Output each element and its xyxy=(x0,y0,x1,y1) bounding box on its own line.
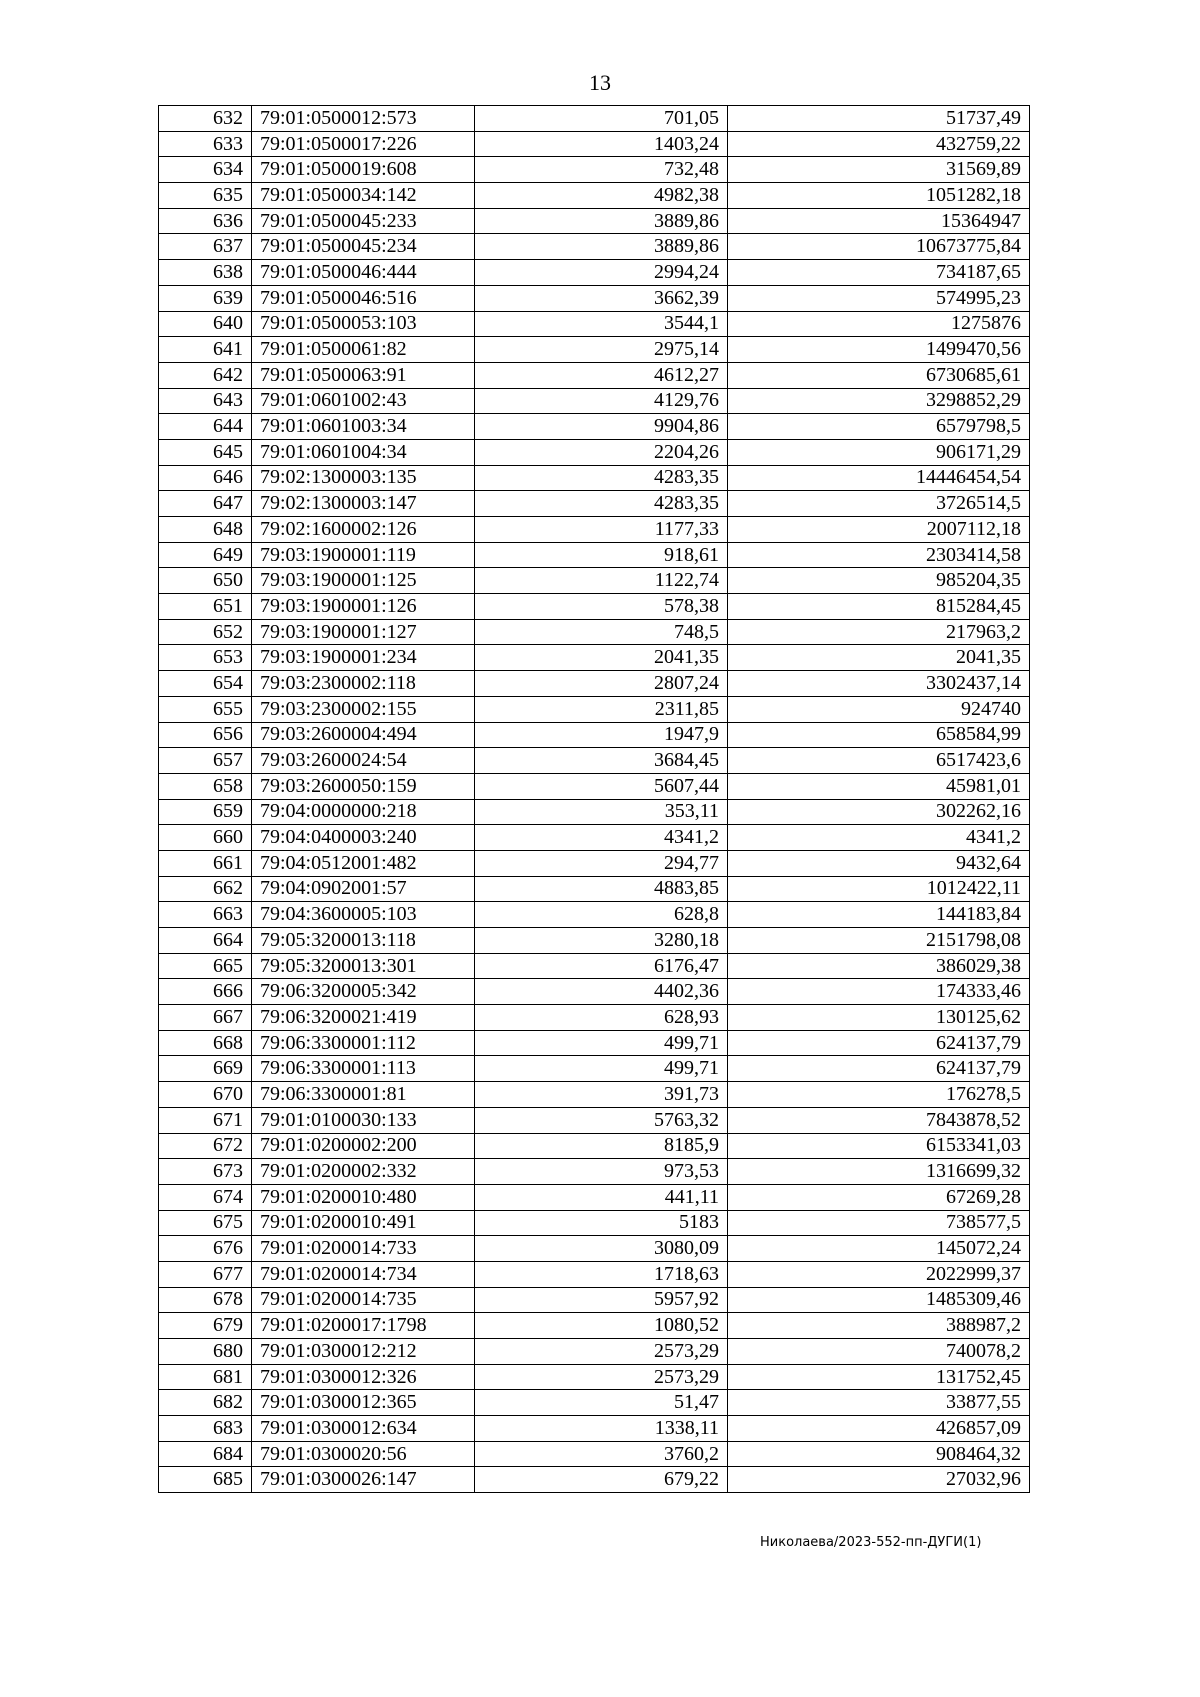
value-cell: 432759,22 xyxy=(728,131,1030,157)
row-number-cell: 656 xyxy=(159,722,252,748)
table-row xyxy=(159,1159,1030,1185)
cadastral-number-cell: 79:03:1900001:127 xyxy=(252,619,475,645)
row-number-cell: 637 xyxy=(159,234,252,260)
row-number-cell: 666 xyxy=(159,979,252,1005)
page-number: 13 xyxy=(589,70,611,95)
cadastral-number-cell: 79:04:0000000:218 xyxy=(252,799,475,825)
cadastral-number-cell: 79:03:2300002:155 xyxy=(252,696,475,722)
value-cell: 3726514,5 xyxy=(728,491,1030,517)
cadastral-number-cell: 79:01:0601003:34 xyxy=(252,414,475,440)
value-cell: 388987,2 xyxy=(728,1313,1030,1339)
area-cell: 9904,86 xyxy=(475,414,728,440)
value-cell: 10673775,84 xyxy=(728,234,1030,260)
row-number-cell: 665 xyxy=(159,953,252,979)
table-row xyxy=(159,953,1030,979)
row-number-cell: 685 xyxy=(159,1467,252,1493)
area-cell: 732,48 xyxy=(475,157,728,183)
value-cell: 1275876 xyxy=(728,311,1030,337)
table-row xyxy=(159,1107,1030,1133)
area-cell: 2573,29 xyxy=(475,1364,728,1390)
table-row xyxy=(159,1364,1030,1390)
table-row xyxy=(159,183,1030,209)
row-number-cell: 671 xyxy=(159,1107,252,1133)
area-cell: 499,71 xyxy=(475,1030,728,1056)
row-number-cell: 648 xyxy=(159,517,252,543)
value-cell: 2007112,18 xyxy=(728,517,1030,543)
cadastral-number-cell: 79:01:0200017:1798 xyxy=(252,1313,475,1339)
table-row xyxy=(159,260,1030,286)
table-row xyxy=(159,1416,1030,1442)
area-cell: 391,73 xyxy=(475,1082,728,1108)
row-number-cell: 683 xyxy=(159,1416,252,1442)
cadastral-number-cell: 79:04:0902001:57 xyxy=(252,876,475,902)
row-number-cell: 644 xyxy=(159,414,252,440)
row-number-cell: 643 xyxy=(159,388,252,414)
table-row xyxy=(159,825,1030,851)
cadastral-number-cell: 79:02:1300003:135 xyxy=(252,465,475,491)
cadastral-number-cell: 79:03:2600050:159 xyxy=(252,773,475,799)
row-number-cell: 669 xyxy=(159,1056,252,1082)
row-number-cell: 647 xyxy=(159,491,252,517)
value-cell: 386029,38 xyxy=(728,953,1030,979)
cadastral-number-cell: 79:01:0300020:56 xyxy=(252,1441,475,1467)
table-row xyxy=(159,542,1030,568)
table-row xyxy=(159,465,1030,491)
value-cell: 4341,2 xyxy=(728,825,1030,851)
table-row xyxy=(159,1210,1030,1236)
cadastral-number-cell: 79:01:0500045:234 xyxy=(252,234,475,260)
value-cell: 217963,2 xyxy=(728,619,1030,645)
cadastral-number-cell: 79:01:0300026:147 xyxy=(252,1467,475,1493)
area-cell: 4612,27 xyxy=(475,362,728,388)
area-cell: 4283,35 xyxy=(475,465,728,491)
cadastral-number-cell: 79:03:2300002:118 xyxy=(252,671,475,697)
value-cell: 131752,45 xyxy=(728,1364,1030,1390)
value-cell: 176278,5 xyxy=(728,1082,1030,1108)
value-cell: 145072,24 xyxy=(728,1236,1030,1262)
value-cell: 6153341,03 xyxy=(728,1133,1030,1159)
area-cell: 5183 xyxy=(475,1210,728,1236)
row-number-cell: 674 xyxy=(159,1184,252,1210)
value-cell: 574995,23 xyxy=(728,285,1030,311)
cadastral-number-cell: 79:01:0300012:212 xyxy=(252,1339,475,1365)
area-cell: 918,61 xyxy=(475,542,728,568)
table-row xyxy=(159,1184,1030,1210)
cadastral-number-cell: 79:04:0400003:240 xyxy=(252,825,475,851)
value-cell: 6730685,61 xyxy=(728,362,1030,388)
value-cell: 174333,46 xyxy=(728,979,1030,1005)
area-cell: 6176,47 xyxy=(475,953,728,979)
value-cell: 3302437,14 xyxy=(728,671,1030,697)
table-row xyxy=(159,1441,1030,1467)
table-row xyxy=(159,876,1030,902)
area-cell: 5957,92 xyxy=(475,1287,728,1313)
value-cell: 31569,89 xyxy=(728,157,1030,183)
cadastral-number-cell: 79:01:0200010:480 xyxy=(252,1184,475,1210)
value-cell: 33877,55 xyxy=(728,1390,1030,1416)
value-cell: 7843878,52 xyxy=(728,1107,1030,1133)
table-row xyxy=(159,748,1030,774)
cadastral-number-cell: 79:01:0200002:200 xyxy=(252,1133,475,1159)
area-cell: 4982,38 xyxy=(475,183,728,209)
cadastral-number-cell: 79:01:0500017:226 xyxy=(252,131,475,157)
table-row xyxy=(159,491,1030,517)
row-number-cell: 638 xyxy=(159,260,252,286)
area-cell: 5607,44 xyxy=(475,773,728,799)
row-number-cell: 684 xyxy=(159,1441,252,1467)
cadastral-number-cell: 79:01:0300012:634 xyxy=(252,1416,475,1442)
area-cell: 2041,35 xyxy=(475,645,728,671)
row-number-cell: 679 xyxy=(159,1313,252,1339)
area-cell: 1177,33 xyxy=(475,517,728,543)
row-number-cell: 663 xyxy=(159,902,252,928)
row-number-cell: 655 xyxy=(159,696,252,722)
row-number-cell: 661 xyxy=(159,850,252,876)
cadastral-number-cell: 79:04:3600005:103 xyxy=(252,902,475,928)
cadastral-number-cell: 79:01:0200010:491 xyxy=(252,1210,475,1236)
area-cell: 4341,2 xyxy=(475,825,728,851)
area-cell: 2994,24 xyxy=(475,260,728,286)
row-number-cell: 632 xyxy=(159,106,252,132)
table-row xyxy=(159,902,1030,928)
value-cell: 302262,16 xyxy=(728,799,1030,825)
row-number-cell: 659 xyxy=(159,799,252,825)
area-cell: 2573,29 xyxy=(475,1339,728,1365)
table-row xyxy=(159,106,1030,132)
value-cell: 15364947 xyxy=(728,208,1030,234)
cadastral-number-cell: 79:06:3200021:419 xyxy=(252,1005,475,1031)
row-number-cell: 641 xyxy=(159,337,252,363)
cadastral-number-cell: 79:01:0500046:444 xyxy=(252,260,475,286)
table-row xyxy=(159,928,1030,954)
row-number-cell: 677 xyxy=(159,1261,252,1287)
area-cell: 4283,35 xyxy=(475,491,728,517)
value-cell: 740078,2 xyxy=(728,1339,1030,1365)
area-cell: 1718,63 xyxy=(475,1261,728,1287)
area-cell: 1403,24 xyxy=(475,131,728,157)
row-number-cell: 673 xyxy=(159,1159,252,1185)
area-cell: 1947,9 xyxy=(475,722,728,748)
cadastral-number-cell: 79:05:3200013:301 xyxy=(252,953,475,979)
row-number-cell: 667 xyxy=(159,1005,252,1031)
area-cell: 4402,36 xyxy=(475,979,728,1005)
area-cell: 2807,24 xyxy=(475,671,728,697)
cadastral-number-cell: 79:01:0500012:573 xyxy=(252,106,475,132)
row-number-cell: 682 xyxy=(159,1390,252,1416)
area-cell: 3889,86 xyxy=(475,234,728,260)
cadastral-number-cell: 79:03:1900001:119 xyxy=(252,542,475,568)
area-cell: 2311,85 xyxy=(475,696,728,722)
row-number-cell: 639 xyxy=(159,285,252,311)
row-number-cell: 678 xyxy=(159,1287,252,1313)
value-cell: 67269,28 xyxy=(728,1184,1030,1210)
area-cell: 1338,11 xyxy=(475,1416,728,1442)
row-number-cell: 660 xyxy=(159,825,252,851)
area-cell: 353,11 xyxy=(475,799,728,825)
area-cell: 2975,14 xyxy=(475,337,728,363)
table-row xyxy=(159,439,1030,465)
row-number-cell: 646 xyxy=(159,465,252,491)
cadastral-number-cell: 79:01:0200014:735 xyxy=(252,1287,475,1313)
cadastral-number-cell: 79:06:3300001:112 xyxy=(252,1030,475,1056)
row-number-cell: 675 xyxy=(159,1210,252,1236)
row-number-cell: 633 xyxy=(159,131,252,157)
table-row xyxy=(159,234,1030,260)
value-cell: 130125,62 xyxy=(728,1005,1030,1031)
area-cell: 8185,9 xyxy=(475,1133,728,1159)
value-cell: 426857,09 xyxy=(728,1416,1030,1442)
value-cell: 985204,35 xyxy=(728,568,1030,594)
area-cell: 2204,26 xyxy=(475,439,728,465)
table-row xyxy=(159,1133,1030,1159)
table-row xyxy=(159,1339,1030,1365)
area-cell: 3760,2 xyxy=(475,1441,728,1467)
area-cell: 4883,85 xyxy=(475,876,728,902)
value-cell: 14446454,54 xyxy=(728,465,1030,491)
row-number-cell: 652 xyxy=(159,619,252,645)
row-number-cell: 650 xyxy=(159,568,252,594)
value-cell: 2303414,58 xyxy=(728,542,1030,568)
row-number-cell: 634 xyxy=(159,157,252,183)
cadastral-number-cell: 79:01:0200014:733 xyxy=(252,1236,475,1262)
cadastral-number-cell: 79:05:3200013:118 xyxy=(252,928,475,954)
area-cell: 5763,32 xyxy=(475,1107,728,1133)
row-number-cell: 657 xyxy=(159,748,252,774)
table-row xyxy=(159,568,1030,594)
table-row xyxy=(159,1236,1030,1262)
table-row xyxy=(159,285,1030,311)
row-number-cell: 681 xyxy=(159,1364,252,1390)
table-row xyxy=(159,696,1030,722)
value-cell: 1485309,46 xyxy=(728,1287,1030,1313)
row-number-cell: 642 xyxy=(159,362,252,388)
table-row xyxy=(159,131,1030,157)
value-cell: 738577,5 xyxy=(728,1210,1030,1236)
table-row xyxy=(159,722,1030,748)
area-cell: 3662,39 xyxy=(475,285,728,311)
area-cell: 679,22 xyxy=(475,1467,728,1493)
value-cell: 906171,29 xyxy=(728,439,1030,465)
value-cell: 51737,49 xyxy=(728,106,1030,132)
value-cell: 624137,79 xyxy=(728,1056,1030,1082)
cadastral-number-cell: 79:06:3300001:113 xyxy=(252,1056,475,1082)
cadastral-number-cell: 79:01:0500045:233 xyxy=(252,208,475,234)
cadastral-number-cell: 79:03:1900001:234 xyxy=(252,645,475,671)
value-cell: 1051282,18 xyxy=(728,183,1030,209)
area-cell: 628,93 xyxy=(475,1005,728,1031)
table-row xyxy=(159,799,1030,825)
table-row xyxy=(159,517,1030,543)
cadastral-number-cell: 79:01:0601002:43 xyxy=(252,388,475,414)
table-row xyxy=(159,362,1030,388)
cadastral-number-cell: 79:01:0500019:608 xyxy=(252,157,475,183)
value-cell: 45981,01 xyxy=(728,773,1030,799)
table-row xyxy=(159,671,1030,697)
value-cell: 2041,35 xyxy=(728,645,1030,671)
row-number-cell: 636 xyxy=(159,208,252,234)
cadastral-number-cell: 79:03:1900001:126 xyxy=(252,594,475,620)
value-cell: 6517423,6 xyxy=(728,748,1030,774)
value-cell: 734187,65 xyxy=(728,260,1030,286)
cadastral-number-cell: 79:01:0100030:133 xyxy=(252,1107,475,1133)
cadastral-number-cell: 79:01:0500034:142 xyxy=(252,183,475,209)
area-cell: 3889,86 xyxy=(475,208,728,234)
registry-table-body xyxy=(159,106,1030,1493)
table-row xyxy=(159,208,1030,234)
area-cell: 441,11 xyxy=(475,1184,728,1210)
document-reference: Николаева/2023-552-пп-ДУГИ(1) xyxy=(760,1535,982,1550)
cadastral-number-cell: 79:01:0300012:365 xyxy=(252,1390,475,1416)
cadastral-number-cell: 79:01:0500061:82 xyxy=(252,337,475,363)
row-number-cell: 649 xyxy=(159,542,252,568)
table-row xyxy=(159,1261,1030,1287)
row-number-cell: 676 xyxy=(159,1236,252,1262)
cadastral-number-cell: 79:03:2600024:54 xyxy=(252,748,475,774)
value-cell: 624137,79 xyxy=(728,1030,1030,1056)
cadastral-number-cell: 79:01:0601004:34 xyxy=(252,439,475,465)
table-row xyxy=(159,850,1030,876)
table-row xyxy=(159,1030,1030,1056)
value-cell: 815284,45 xyxy=(728,594,1030,620)
table-row xyxy=(159,1082,1030,1108)
table-row xyxy=(159,1390,1030,1416)
area-cell: 3684,45 xyxy=(475,748,728,774)
area-cell: 701,05 xyxy=(475,106,728,132)
value-cell: 658584,99 xyxy=(728,722,1030,748)
table-row xyxy=(159,979,1030,1005)
cadastral-number-cell: 79:03:1900001:125 xyxy=(252,568,475,594)
row-number-cell: 668 xyxy=(159,1030,252,1056)
table-row xyxy=(159,773,1030,799)
area-cell: 748,5 xyxy=(475,619,728,645)
table-row xyxy=(159,311,1030,337)
value-cell: 6579798,5 xyxy=(728,414,1030,440)
cadastral-number-cell: 79:01:0500063:91 xyxy=(252,362,475,388)
cadastral-number-cell: 79:02:1600002:126 xyxy=(252,517,475,543)
area-cell: 3280,18 xyxy=(475,928,728,954)
value-cell: 1499470,56 xyxy=(728,337,1030,363)
value-cell: 1316699,32 xyxy=(728,1159,1030,1185)
value-cell: 2151798,08 xyxy=(728,928,1030,954)
area-cell: 51,47 xyxy=(475,1390,728,1416)
table-row xyxy=(159,619,1030,645)
row-number-cell: 640 xyxy=(159,311,252,337)
area-cell: 294,77 xyxy=(475,850,728,876)
row-number-cell: 658 xyxy=(159,773,252,799)
cadastral-number-cell: 79:06:3300001:81 xyxy=(252,1082,475,1108)
area-cell: 578,38 xyxy=(475,594,728,620)
table-row xyxy=(159,1287,1030,1313)
table-row xyxy=(159,337,1030,363)
row-number-cell: 670 xyxy=(159,1082,252,1108)
row-number-cell: 651 xyxy=(159,594,252,620)
area-cell: 4129,76 xyxy=(475,388,728,414)
cadastral-number-cell: 79:01:0200002:332 xyxy=(252,1159,475,1185)
table-row xyxy=(159,645,1030,671)
cadastral-number-cell: 79:01:0200014:734 xyxy=(252,1261,475,1287)
value-cell: 924740 xyxy=(728,696,1030,722)
cadastral-number-cell: 79:01:0500053:103 xyxy=(252,311,475,337)
cadastral-number-cell: 79:01:0300012:326 xyxy=(252,1364,475,1390)
table-row xyxy=(159,388,1030,414)
row-number-cell: 645 xyxy=(159,439,252,465)
value-cell: 3298852,29 xyxy=(728,388,1030,414)
row-number-cell: 664 xyxy=(159,928,252,954)
table-row xyxy=(159,157,1030,183)
table-row xyxy=(159,1313,1030,1339)
table-row xyxy=(159,414,1030,440)
value-cell: 1012422,11 xyxy=(728,876,1030,902)
row-number-cell: 680 xyxy=(159,1339,252,1365)
area-cell: 973,53 xyxy=(475,1159,728,1185)
registry-table xyxy=(158,105,1030,1493)
table-row xyxy=(159,594,1030,620)
table-row xyxy=(159,1005,1030,1031)
cadastral-number-cell: 79:02:1300003:147 xyxy=(252,491,475,517)
row-number-cell: 662 xyxy=(159,876,252,902)
cadastral-number-cell: 79:06:3200005:342 xyxy=(252,979,475,1005)
value-cell: 2022999,37 xyxy=(728,1261,1030,1287)
value-cell: 27032,96 xyxy=(728,1467,1030,1493)
row-number-cell: 672 xyxy=(159,1133,252,1159)
area-cell: 1080,52 xyxy=(475,1313,728,1339)
row-number-cell: 653 xyxy=(159,645,252,671)
area-cell: 1122,74 xyxy=(475,568,728,594)
cadastral-number-cell: 79:01:0500046:516 xyxy=(252,285,475,311)
cadastral-number-cell: 79:03:2600004:494 xyxy=(252,722,475,748)
value-cell: 144183,84 xyxy=(728,902,1030,928)
area-cell: 499,71 xyxy=(475,1056,728,1082)
value-cell: 9432,64 xyxy=(728,850,1030,876)
row-number-cell: 635 xyxy=(159,183,252,209)
cadastral-number-cell: 79:04:0512001:482 xyxy=(252,850,475,876)
row-number-cell: 654 xyxy=(159,671,252,697)
area-cell: 3080,09 xyxy=(475,1236,728,1262)
area-cell: 628,8 xyxy=(475,902,728,928)
value-cell: 908464,32 xyxy=(728,1441,1030,1467)
table-row xyxy=(159,1467,1030,1493)
table-row xyxy=(159,1056,1030,1082)
area-cell: 3544,1 xyxy=(475,311,728,337)
